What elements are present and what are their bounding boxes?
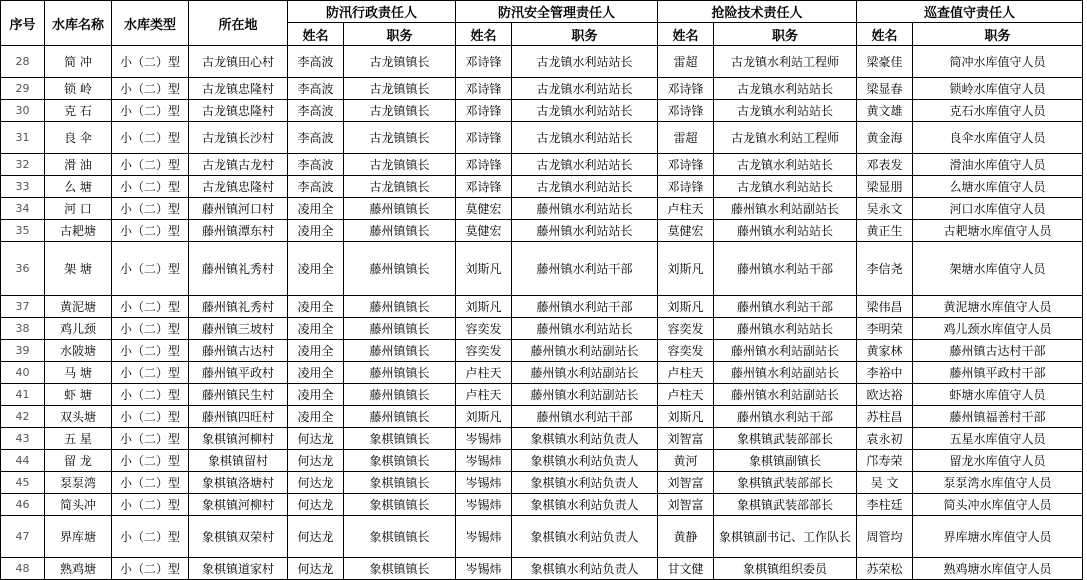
- admin-name-cell: 李高波: [288, 154, 344, 176]
- admin-role-cell: 象棋镇镇长: [344, 472, 456, 494]
- header-location: 所在地: [189, 1, 288, 46]
- safety-role-cell: 古龙镇水利站站长: [512, 46, 658, 78]
- safety-role-cell: 藤州镇水利站干部: [512, 406, 658, 428]
- patrol-role-cell: 古耙塘水库值守人员: [913, 220, 1083, 242]
- location-cell: 古龙镇忠隆村: [189, 100, 288, 122]
- admin-role-cell: 象棋镇镇长: [344, 450, 456, 472]
- technical-role-cell: 藤州镇水利站副站长: [714, 384, 857, 406]
- seq-cell: 38: [1, 318, 45, 340]
- reservoir-name-cell: 五 星: [45, 428, 112, 450]
- reservoir-type-cell: 小（二）型: [112, 494, 189, 516]
- location-cell: 古龙镇古龙村: [189, 154, 288, 176]
- reservoir-type-cell: 小（二）型: [112, 46, 189, 78]
- patrol-role-cell: 河口水库值守人员: [913, 198, 1083, 220]
- patrol-role-cell: 留龙水库值守人员: [913, 450, 1083, 472]
- header-group-patrol: 巡查值守责任人: [857, 1, 1083, 23]
- patrol-role-cell: 克石水库值守人员: [913, 100, 1083, 122]
- seq-cell: 42: [1, 406, 45, 428]
- technical-name-cell: 卢柱天: [658, 198, 714, 220]
- admin-name-cell: 凌用全: [288, 296, 344, 318]
- table-row: [1, 384, 1083, 406]
- admin-role-cell: 古龙镇镇长: [344, 176, 456, 198]
- safety-role-cell: 藤州镇水利站副站长: [512, 384, 658, 406]
- safety-role-cell: 古龙镇水利站站长: [512, 154, 658, 176]
- safety-role-cell: 藤州镇水利站站长: [512, 220, 658, 242]
- technical-name-cell: 邓诗锋: [658, 78, 714, 100]
- admin-role-cell: 藤州镇镇长: [344, 340, 456, 362]
- patrol-name-cell: 袁永初: [857, 428, 913, 450]
- reservoir-type-cell: 小（二）型: [112, 220, 189, 242]
- technical-name-cell: 黄河: [658, 450, 714, 472]
- table-row: [1, 220, 1083, 242]
- admin-name-cell: 凌用全: [288, 340, 344, 362]
- reservoir-name-cell: 黄泥塘: [45, 296, 112, 318]
- seq-cell: 29: [1, 78, 45, 100]
- technical-name-cell: 雷超: [658, 122, 714, 154]
- patrol-role-cell: 滑油水库值守人员: [913, 154, 1083, 176]
- reservoir-name-cell: 滑 油: [45, 154, 112, 176]
- table-row: [1, 494, 1083, 516]
- reservoir-type-cell: 小（二）型: [112, 362, 189, 384]
- safety-name-cell: 邓诗锋: [456, 46, 512, 78]
- table-row: [1, 296, 1083, 318]
- patrol-name-cell: 邝寿荣: [857, 450, 913, 472]
- seq-cell: 37: [1, 296, 45, 318]
- table-row: [1, 362, 1083, 384]
- table-row: [1, 154, 1083, 176]
- location-cell: 古龙镇长沙村: [189, 122, 288, 154]
- patrol-role-cell: 五星水库值守人员: [913, 428, 1083, 450]
- table-row: [1, 100, 1083, 122]
- seq-cell: 47: [1, 516, 45, 558]
- seq-cell: 33: [1, 176, 45, 198]
- patrol-role-cell: 泵泵湾水库值守人员: [913, 472, 1083, 494]
- reservoir-type-cell: 小（二）型: [112, 198, 189, 220]
- reservoir-name-cell: 简 冲: [45, 46, 112, 78]
- safety-name-cell: 莫健宏: [456, 220, 512, 242]
- patrol-name-cell: 梁豪佳: [857, 46, 913, 78]
- safety-role-cell: 藤州镇水利站干部: [512, 296, 658, 318]
- technical-name-cell: 甘文健: [658, 558, 714, 580]
- safety-role-cell: 象棋镇水利站负责人: [512, 450, 658, 472]
- seq-cell: 35: [1, 220, 45, 242]
- safety-name-cell: 岑锡炜: [456, 428, 512, 450]
- technical-role-cell: 象棋镇武装部部长: [714, 472, 857, 494]
- patrol-role-cell: 藤州镇福善村干部: [913, 406, 1083, 428]
- technical-role-cell: 古龙镇水利站站长: [714, 78, 857, 100]
- admin-role-cell: 古龙镇镇长: [344, 154, 456, 176]
- technical-name-cell: 容奕发: [658, 340, 714, 362]
- admin-name-cell: 何达龙: [288, 558, 344, 580]
- technical-name-cell: 刘斯凡: [658, 242, 714, 296]
- admin-name-cell: 何达龙: [288, 494, 344, 516]
- reservoir-type-cell: 小（二）型: [112, 450, 189, 472]
- safety-role-cell: 藤州镇水利站副站长: [512, 362, 658, 384]
- admin-name-cell: 李高波: [288, 176, 344, 198]
- admin-name-cell: 何达龙: [288, 516, 344, 558]
- reservoir-name-cell: 架 塘: [45, 242, 112, 296]
- admin-role-cell: 藤州镇镇长: [344, 318, 456, 340]
- location-cell: 象棋镇留村: [189, 450, 288, 472]
- admin-name-cell: 李高波: [288, 46, 344, 78]
- patrol-name-cell: 黄家林: [857, 340, 913, 362]
- location-cell: 藤州镇古达村: [189, 340, 288, 362]
- technical-name-cell: 卢柱天: [658, 362, 714, 384]
- technical-role-cell: 藤州镇水利站站长: [714, 220, 857, 242]
- header-group-technical: 抢险技术责任人: [658, 1, 857, 23]
- header-group-safety: 防汛安全管理责任人: [456, 1, 658, 23]
- technical-name-cell: 刘智富: [658, 428, 714, 450]
- location-cell: 藤州镇潭东村: [189, 220, 288, 242]
- admin-role-cell: 古龙镇镇长: [344, 78, 456, 100]
- table-row: [1, 340, 1083, 362]
- table-row: [1, 558, 1083, 580]
- safety-role-cell: 象棋镇水利站负责人: [512, 472, 658, 494]
- admin-name-cell: 何达龙: [288, 450, 344, 472]
- seq-cell: 44: [1, 450, 45, 472]
- safety-role-cell: 象棋镇水利站负责人: [512, 428, 658, 450]
- header-reservoir-name: 水库名称: [45, 1, 112, 46]
- technical-role-cell: 藤州镇水利站副站长: [714, 198, 857, 220]
- technical-role-cell: 象棋镇武装部部长: [714, 428, 857, 450]
- safety-name-cell: 刘斯凡: [456, 406, 512, 428]
- header-seq: 序号: [1, 1, 45, 46]
- safety-name-cell: 邓诗锋: [456, 100, 512, 122]
- reservoir-name-cell: 河 口: [45, 198, 112, 220]
- safety-role-cell: 象棋镇水利站负责人: [512, 494, 658, 516]
- seq-cell: 30: [1, 100, 45, 122]
- admin-name-cell: 凌用全: [288, 362, 344, 384]
- admin-role-cell: 藤州镇镇长: [344, 296, 456, 318]
- seq-cell: 48: [1, 558, 45, 580]
- admin-role-cell: 古龙镇镇长: [344, 46, 456, 78]
- safety-role-cell: 古龙镇水利站站长: [512, 100, 658, 122]
- table-row: [1, 406, 1083, 428]
- admin-role-cell: 藤州镇镇长: [344, 362, 456, 384]
- reservoir-type-cell: 小（二）型: [112, 318, 189, 340]
- header-row-top: [1, 1, 1083, 23]
- reservoir-type-cell: 小（二）型: [112, 384, 189, 406]
- safety-name-cell: 邓诗锋: [456, 78, 512, 100]
- safety-name-cell: 卢柱天: [456, 384, 512, 406]
- patrol-name-cell: 周管均: [857, 516, 913, 558]
- patrol-role-cell: 锁岭水库值守人员: [913, 78, 1083, 100]
- seq-cell: 45: [1, 472, 45, 494]
- admin-role-cell: 古龙镇镇长: [344, 100, 456, 122]
- reservoir-type-cell: 小（二）型: [112, 154, 189, 176]
- technical-role-cell: 古龙镇水利站工程师: [714, 46, 857, 78]
- table-row: [1, 198, 1083, 220]
- safety-name-cell: 岑锡炜: [456, 516, 512, 558]
- patrol-name-cell: 吴永文: [857, 198, 913, 220]
- header-sub-role: 职务: [512, 23, 658, 46]
- technical-name-cell: 刘斯凡: [658, 406, 714, 428]
- patrol-name-cell: 黄金海: [857, 122, 913, 154]
- reservoir-name-cell: 简头冲: [45, 494, 112, 516]
- safety-name-cell: 岑锡炜: [456, 494, 512, 516]
- technical-role-cell: 藤州镇水利站干部: [714, 242, 857, 296]
- reservoir-name-cell: 鸡儿颈: [45, 318, 112, 340]
- technical-role-cell: 古龙镇水利站站长: [714, 100, 857, 122]
- safety-name-cell: 容奕发: [456, 318, 512, 340]
- reservoir-type-cell: 小（二）型: [112, 78, 189, 100]
- safety-role-cell: 象棋镇水利站负责人: [512, 558, 658, 580]
- reservoir-name-cell: 泵泵湾: [45, 472, 112, 494]
- patrol-name-cell: 李信尧: [857, 242, 913, 296]
- safety-role-cell: 藤州镇水利站副站长: [512, 340, 658, 362]
- seq-cell: 32: [1, 154, 45, 176]
- reservoir-name-cell: 熟鸡塘: [45, 558, 112, 580]
- safety-role-cell: 藤州镇水利站干部: [512, 242, 658, 296]
- safety-role-cell: 古龙镇水利站站长: [512, 176, 658, 198]
- technical-name-cell: 邓诗锋: [658, 154, 714, 176]
- admin-role-cell: 藤州镇镇长: [344, 198, 456, 220]
- reservoir-type-cell: 小（二）型: [112, 516, 189, 558]
- location-cell: 象棋镇洛塘村: [189, 472, 288, 494]
- patrol-name-cell: 黄文雄: [857, 100, 913, 122]
- safety-role-cell: 藤州镇水利站站长: [512, 318, 658, 340]
- table-row: [1, 176, 1083, 198]
- admin-role-cell: 象棋镇镇长: [344, 428, 456, 450]
- patrol-role-cell: 藤州镇平政村干部: [913, 362, 1083, 384]
- header-sub-role: 职务: [714, 23, 857, 46]
- location-cell: 古龙镇田心村: [189, 46, 288, 78]
- admin-name-cell: 凌用全: [288, 198, 344, 220]
- reservoir-type-cell: 小（二）型: [112, 176, 189, 198]
- reservoir-name-cell: 古耙塘: [45, 220, 112, 242]
- admin-name-cell: 凌用全: [288, 406, 344, 428]
- header-group-admin: 防汛行政责任人: [288, 1, 456, 23]
- table-row: [1, 428, 1083, 450]
- technical-role-cell: 古龙镇水利站工程师: [714, 122, 857, 154]
- technical-role-cell: 古龙镇水利站站长: [714, 154, 857, 176]
- technical-name-cell: 黄静: [658, 516, 714, 558]
- safety-name-cell: 刘斯凡: [456, 296, 512, 318]
- seq-cell: 43: [1, 428, 45, 450]
- location-cell: 古龙镇忠隆村: [189, 78, 288, 100]
- seq-cell: 41: [1, 384, 45, 406]
- reservoir-name-cell: 双头塘: [45, 406, 112, 428]
- admin-name-cell: 何达龙: [288, 428, 344, 450]
- patrol-name-cell: 黄正生: [857, 220, 913, 242]
- patrol-role-cell: 良伞水库值守人员: [913, 122, 1083, 154]
- safety-name-cell: 岑锡炜: [456, 558, 512, 580]
- technical-name-cell: 刘智富: [658, 494, 714, 516]
- table-row: [1, 242, 1083, 296]
- location-cell: 象棋镇双荣村: [189, 516, 288, 558]
- seq-cell: 40: [1, 362, 45, 384]
- seq-cell: 46: [1, 494, 45, 516]
- reservoir-type-cell: 小（二）型: [112, 406, 189, 428]
- patrol-name-cell: 李裕中: [857, 362, 913, 384]
- technical-name-cell: 卢柱天: [658, 384, 714, 406]
- reservoir-type-cell: 小（二）型: [112, 296, 189, 318]
- location-cell: 古龙镇忠隆村: [189, 176, 288, 198]
- reservoir-type-cell: 小（二）型: [112, 122, 189, 154]
- admin-name-cell: 李高波: [288, 100, 344, 122]
- patrol-role-cell: 鸡儿颈水库值守人员: [913, 318, 1083, 340]
- location-cell: 象棋镇河柳村: [189, 494, 288, 516]
- patrol-name-cell: 梁显朋: [857, 176, 913, 198]
- header-sub-name: 姓名: [658, 23, 714, 46]
- patrol-name-cell: 李明荣: [857, 318, 913, 340]
- admin-name-cell: 李高波: [288, 122, 344, 154]
- reservoir-type-cell: 小（二）型: [112, 340, 189, 362]
- technical-name-cell: 邓诗锋: [658, 176, 714, 198]
- safety-name-cell: 邓诗锋: [456, 176, 512, 198]
- header-sub-name: 姓名: [456, 23, 512, 46]
- header-sub-role: 职务: [344, 23, 456, 46]
- reservoir-type-cell: 小（二）型: [112, 100, 189, 122]
- reservoir-type-cell: 小（二）型: [112, 242, 189, 296]
- safety-name-cell: 卢柱天: [456, 362, 512, 384]
- safety-name-cell: 莫健宏: [456, 198, 512, 220]
- location-cell: 藤州镇四旺村: [189, 406, 288, 428]
- reservoir-type-cell: 小（二）型: [112, 428, 189, 450]
- header-sub-name: 姓名: [857, 23, 913, 46]
- admin-role-cell: 古龙镇镇长: [344, 122, 456, 154]
- table-body: [1, 46, 1083, 580]
- seq-cell: 39: [1, 340, 45, 362]
- safety-name-cell: 岑锡炜: [456, 450, 512, 472]
- patrol-role-cell: 界库塘水库值守人员: [913, 516, 1083, 558]
- reservoir-type-cell: 小（二）型: [112, 472, 189, 494]
- safety-name-cell: 岑锡炜: [456, 472, 512, 494]
- table-row: [1, 516, 1083, 558]
- safety-role-cell: 藤州镇水利站站长: [512, 198, 658, 220]
- admin-role-cell: 象棋镇镇长: [344, 558, 456, 580]
- technical-role-cell: 藤州镇水利站副站长: [714, 362, 857, 384]
- patrol-role-cell: 架塘水库值守人员: [913, 242, 1083, 296]
- technical-role-cell: 象棋镇组织委员: [714, 558, 857, 580]
- reservoir-type-cell: 小（二）型: [112, 558, 189, 580]
- admin-role-cell: 藤州镇镇长: [344, 406, 456, 428]
- patrol-role-cell: 么塘水库值守人员: [913, 176, 1083, 198]
- reservoir-name-cell: 虾 塘: [45, 384, 112, 406]
- admin-role-cell: 象棋镇镇长: [344, 494, 456, 516]
- technical-name-cell: 容奕发: [658, 318, 714, 340]
- technical-role-cell: 藤州镇水利站副站长: [714, 340, 857, 362]
- admin-role-cell: 藤州镇镇长: [344, 384, 456, 406]
- patrol-name-cell: 梁伟昌: [857, 296, 913, 318]
- patrol-name-cell: 苏柱昌: [857, 406, 913, 428]
- technical-role-cell: 象棋镇副书记、工作队长: [714, 516, 857, 558]
- safety-name-cell: 邓诗锋: [456, 154, 512, 176]
- safety-name-cell: 容奕发: [456, 340, 512, 362]
- patrol-name-cell: 吴 文: [857, 472, 913, 494]
- header-sub-name: 姓名: [288, 23, 344, 46]
- technical-role-cell: 古龙镇水利站站长: [714, 176, 857, 198]
- location-cell: 象棋镇河柳村: [189, 428, 288, 450]
- technical-name-cell: 莫健宏: [658, 220, 714, 242]
- reservoir-name-cell: 么 塘: [45, 176, 112, 198]
- reservoir-name-cell: 锁 岭: [45, 78, 112, 100]
- header-reservoir-type: 水库类型: [112, 1, 189, 46]
- admin-role-cell: 藤州镇镇长: [344, 220, 456, 242]
- seq-cell: 34: [1, 198, 45, 220]
- patrol-role-cell: 简头冲水库值守人员: [913, 494, 1083, 516]
- admin-name-cell: 凌用全: [288, 384, 344, 406]
- safety-name-cell: 刘斯凡: [456, 242, 512, 296]
- patrol-role-cell: 虾塘水库值守人员: [913, 384, 1083, 406]
- patrol-name-cell: 梁显春: [857, 78, 913, 100]
- safety-role-cell: 象棋镇水利站负责人: [512, 516, 658, 558]
- admin-name-cell: 凌用全: [288, 220, 344, 242]
- patrol-name-cell: 邓表发: [857, 154, 913, 176]
- table-row: [1, 450, 1083, 472]
- location-cell: 藤州镇三坡村: [189, 318, 288, 340]
- technical-role-cell: 象棋镇副镇长: [714, 450, 857, 472]
- patrol-name-cell: 欧达裕: [857, 384, 913, 406]
- reservoir-name-cell: 良 伞: [45, 122, 112, 154]
- patrol-role-cell: 黄泥塘水库值守人员: [913, 296, 1083, 318]
- technical-name-cell: 邓诗锋: [658, 100, 714, 122]
- location-cell: 藤州镇礼秀村: [189, 296, 288, 318]
- admin-role-cell: 藤州镇镇长: [344, 242, 456, 296]
- reservoir-name-cell: 界库塘: [45, 516, 112, 558]
- safety-role-cell: 古龙镇水利站站长: [512, 122, 658, 154]
- table-row: [1, 122, 1083, 154]
- safety-role-cell: 古龙镇水利站站长: [512, 78, 658, 100]
- seq-cell: 36: [1, 242, 45, 296]
- admin-name-cell: 凌用全: [288, 242, 344, 296]
- reservoir-name-cell: 克 石: [45, 100, 112, 122]
- patrol-name-cell: 苏荣松: [857, 558, 913, 580]
- technical-name-cell: 雷超: [658, 46, 714, 78]
- safety-name-cell: 邓诗锋: [456, 122, 512, 154]
- reservoir-name-cell: 留 龙: [45, 450, 112, 472]
- patrol-role-cell: 熟鸡塘水库值守人员: [913, 558, 1083, 580]
- patrol-role-cell: 简冲水库值守人员: [913, 46, 1083, 78]
- seq-cell: 28: [1, 46, 45, 78]
- header-sub-role: 职务: [913, 23, 1083, 46]
- admin-name-cell: 李高波: [288, 78, 344, 100]
- patrol-name-cell: 李柱廷: [857, 494, 913, 516]
- admin-role-cell: 象棋镇镇长: [344, 516, 456, 558]
- location-cell: 藤州镇民生村: [189, 384, 288, 406]
- patrol-role-cell: 藤州镇古达村干部: [913, 340, 1083, 362]
- seq-cell: 31: [1, 122, 45, 154]
- table-row: [1, 472, 1083, 494]
- technical-role-cell: 象棋镇武装部部长: [714, 494, 857, 516]
- technical-role-cell: 藤州镇水利站干部: [714, 296, 857, 318]
- table-row: [1, 46, 1083, 78]
- technical-name-cell: 刘智富: [658, 472, 714, 494]
- location-cell: 藤州镇平政村: [189, 362, 288, 384]
- location-cell: 象棋镇道家村: [189, 558, 288, 580]
- technical-role-cell: 藤州镇水利站站长: [714, 318, 857, 340]
- location-cell: 藤州镇礼秀村: [189, 242, 288, 296]
- technical-role-cell: 藤州镇水利站干部: [714, 406, 857, 428]
- reservoir-name-cell: 水陂塘: [45, 340, 112, 362]
- reservoir-name-cell: 马 塘: [45, 362, 112, 384]
- admin-name-cell: 凌用全: [288, 318, 344, 340]
- location-cell: 藤州镇河口村: [189, 198, 288, 220]
- technical-name-cell: 刘斯凡: [658, 296, 714, 318]
- table-row: [1, 78, 1083, 100]
- table-row: [1, 318, 1083, 340]
- admin-name-cell: 何达龙: [288, 472, 344, 494]
